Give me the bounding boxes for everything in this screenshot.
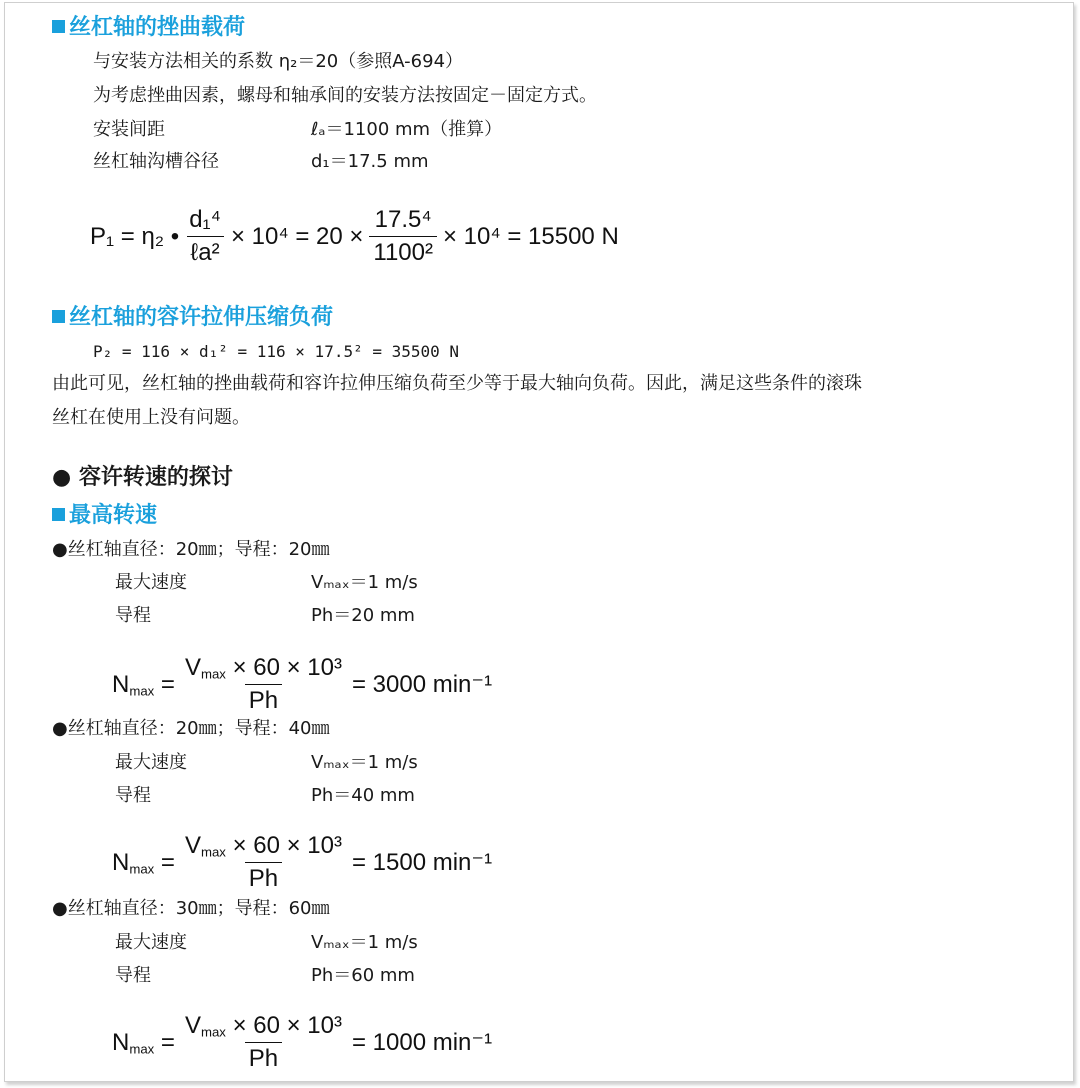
mounting-distance-value: ℓₐ＝1100 mm（推算） [311,119,503,140]
lead-label: 导程 [115,965,151,986]
fraction-numerator: $V_{max} \times 60 \times 10^3$ [184,1012,342,1040]
formula-lhs: P₁ = η₂ • [90,222,180,250]
section-title-text: 丝杠轴的容许拉伸压缩负荷 [69,305,334,330]
fraction-values [369,206,437,267]
fraction-denominator: Ph [245,862,282,893]
max-speed-value: Vₘₐₓ＝1 m/s [311,572,418,593]
fraction-d1-la [185,206,225,267]
lead-value: Ph＝20 mm [311,605,415,626]
fraction-denominator-value: 1100² [369,236,437,267]
formula-result: = 3000 min⁻¹ [351,671,493,698]
mounting-method-line: 为考虑挫曲因素，螺母和轴承间的安装方法按固定－固定方式。 [93,85,597,106]
formula-lhs: $N_{max}$ = [112,670,175,698]
fraction [181,832,346,893]
max-speed-label: 最大速度 [115,752,187,773]
formula-result: = 1500 min⁻¹ [351,849,493,876]
fraction-numerator-value: 17.5⁴ [374,206,432,233]
section-title-text: 最高转速 [69,503,158,528]
case-spec: ●丝杠轴直径：20㎜；导程：20㎜ [52,539,330,560]
fraction-numerator: $V_{max} \times 60 \times 10^3$ [184,832,342,860]
rpm-formula [112,1012,492,1073]
root-diameter-label: 丝杠轴沟槽谷径 [93,151,219,172]
case-spec: ●丝杠轴直径：30㎜；导程：60㎜ [52,898,330,919]
fraction-denominator: Ph [245,1042,282,1073]
lead-value: Ph＝60 mm [311,965,415,986]
formula-lhs: $N_{max}$ = [112,1028,175,1056]
formula-result: = 1000 min⁻¹ [351,1029,493,1056]
allowable-load-formula: P₂ = 116 × d₁² = 116 × 17.5² = 35500 N [93,342,460,361]
conclusion-paragraph-line2: 丝杠在使用上没有问题。 [52,407,250,428]
square-bullet-icon [52,20,65,33]
section-title-max-speed [52,498,157,529]
fraction-denominator: ℓa² [187,236,224,267]
buckling-load-formula [90,206,619,267]
formula-middle: × 10⁴ = 20 × [230,222,364,250]
max-speed-value: Vₘₐₓ＝1 m/s [311,752,418,773]
max-speed-value: Vₘₐₓ＝1 m/s [311,932,418,953]
fraction [181,654,346,715]
rpm-formula [112,832,492,893]
square-bullet-icon [52,508,65,521]
heading-allowable-speed: ● 容许转速的探讨 [52,465,233,490]
fraction-numerator: d₁⁴ [189,206,221,233]
section-title-buckling [52,10,245,41]
root-diameter-value: d₁＝17.5 mm [311,151,429,172]
rpm-formula [112,654,492,715]
fraction [181,1012,346,1073]
max-speed-label: 最大速度 [115,932,187,953]
coefficient-line: 与安装方法相关的系数 η₂＝20（参照A-694） [93,51,464,72]
lead-label: 导程 [115,785,151,806]
section-title-text: 丝杠轴的挫曲载荷 [69,15,246,40]
formula-result: × 10⁴ = 15500 N [443,222,619,250]
mounting-distance-label: 安装间距 [93,119,165,140]
section-title-allowable-load [52,300,333,331]
lead-label: 导程 [115,605,151,626]
square-bullet-icon [52,310,65,323]
conclusion-paragraph-line1: 由此可见，丝杠轴的挫曲载荷和容许拉伸压缩负荷至少等于最大轴向负荷。因此，满足这些条件的滚珠 [52,373,862,394]
formula-lhs: $N_{max}$ = [112,848,175,876]
case-spec: ●丝杠轴直径：20㎜；导程：40㎜ [52,718,330,739]
max-speed-label: 最大速度 [115,572,187,593]
fraction-numerator: $V_{max} \times 60 \times 10^3$ [184,654,342,682]
lead-value: Ph＝40 mm [311,785,415,806]
fraction-denominator: Ph [245,684,282,715]
